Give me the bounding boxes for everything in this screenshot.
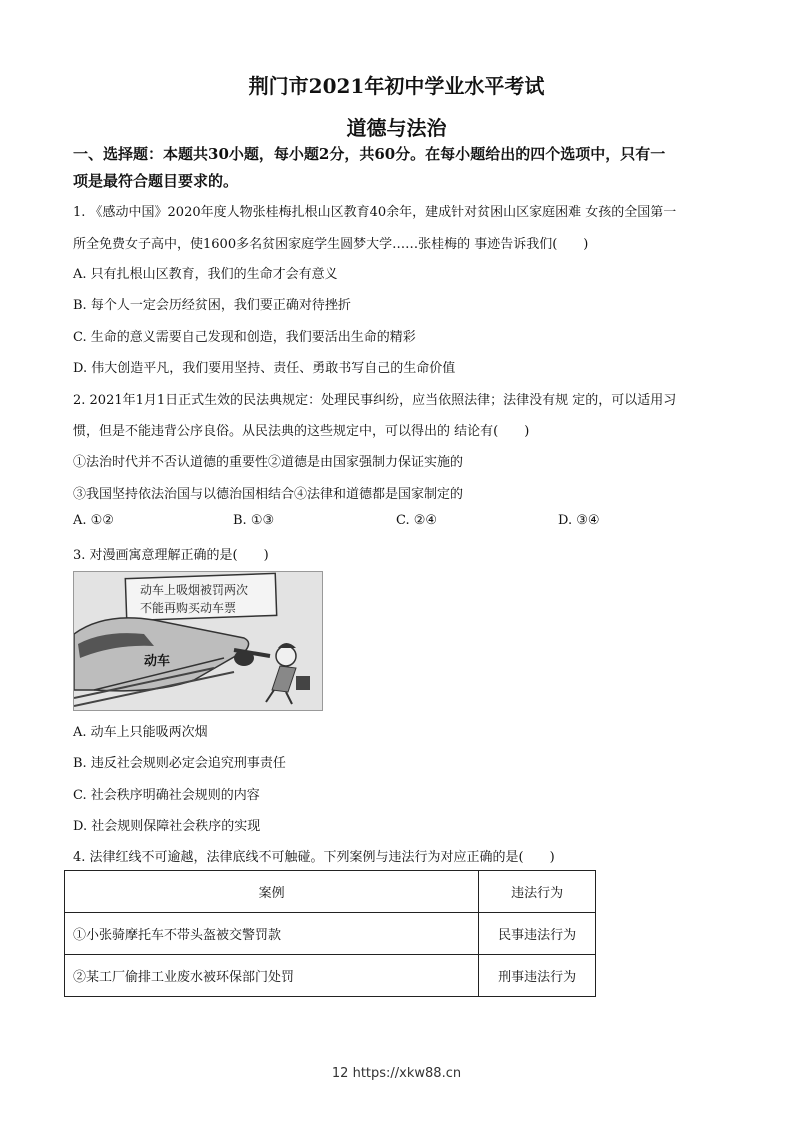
page-footer: 12 https://xkw88.cn: [331, 1066, 462, 1081]
q4-stem: 4. 法律红线不可逾越，法律底线不可触碰。下列案例与违法行为对应正确的是( ): [73, 850, 555, 865]
q3-stem: 3. 对漫画寓意理解正确的是( ): [73, 548, 269, 563]
q2-stem-line-2: 惯，但是不能违背公序良俗。从民法典的这些规定中，可以得出的 结论有( ): [73, 424, 530, 439]
section-heading-line-1: 一、选择题：本题共30小题，每小题2分，共60分。在每小题给出的四个选项中，只有一: [73, 145, 666, 163]
section-heading: [73, 141, 733, 195]
q3-option-c: C. 社会秩序明确社会规则的内容: [73, 788, 260, 803]
subject-title: 道德与法治: [346, 116, 447, 140]
q3-option-a: A. 动车上只能吸两次烟: [73, 725, 208, 740]
q1-option-d: D. 伟大创造平凡，我们要用坚持、责任、勇敢书写自己的生命价值: [73, 361, 456, 376]
q1-option-a: A. 只有扎根山区教育，我们的生命才会有意义: [73, 267, 338, 282]
q2-option-d: D. ③④: [558, 513, 600, 528]
q2-option-a: A. ①②: [73, 513, 114, 528]
table-cell-case: ①小张骑摩托车不带头盔被交警罚款: [65, 913, 479, 955]
q4-case-table: [64, 870, 596, 997]
q3-option-d: D. 社会规则保障社会秩序的实现: [73, 819, 261, 834]
table-cell-case: ②某工厂偷排工业废水被环保部门处罚: [65, 955, 479, 997]
cartoon-sign-line-1: 动车上吸烟被罚两次: [140, 583, 249, 597]
q3-option-b: B. 违反社会规则必定会追究刑事责任: [73, 756, 286, 771]
exam-title: 荆门市2021年初中学业水平考试: [248, 74, 545, 98]
section-heading-line-2: 项是最符合题目要求的。: [73, 172, 239, 190]
cartoon-train-label: 动车: [144, 654, 171, 669]
table-row: [65, 955, 596, 997]
q2-statements-line-2: ③我国坚持依法治国与以德治国相结合④法律和道德都是国家制定的: [73, 487, 464, 502]
table-cell-violation: 刑事违法行为: [479, 955, 596, 997]
cartoon-illustration: [74, 572, 322, 710]
table-header-violation: 违法行为: [479, 871, 596, 913]
cartoon-image: [73, 571, 323, 711]
table-header-row: [65, 871, 596, 913]
q1-stem-line-1: 1. 《感动中国》2020年度人物张桂梅扎根山区教育40余年，建成针对贫困山区家庭困难 女孩的全国第一: [73, 205, 677, 220]
table-cell-violation: 民事违法行为: [479, 913, 596, 955]
q2-statements-line-1: ①法治时代并不否认道德的重要性②道德是由国家强制力保证实施的: [73, 455, 464, 470]
q1-option-b: B. 每个人一定会历经贫困，我们要正确对待挫折: [73, 298, 351, 313]
q2-option-c: C. ②④: [396, 513, 438, 528]
table-header-case: 案例: [65, 871, 479, 913]
q1-stem-line-2: 所全免费女子高中，使1600多名贫困家庭学生圆梦大学……张桂梅的 事迹告诉我们( ): [73, 237, 589, 252]
cartoon-sign-line-2: 不能再购买动车票: [140, 601, 237, 615]
q1-option-c: C. 生命的意义需要自己发现和创造，我们要活出生命的精彩: [73, 330, 416, 345]
q2-option-b: B. ①③: [233, 513, 275, 528]
q2-stem-line-1: 2. 2021年1月1日正式生效的民法典规定：处理民事纠纷，应当依照法律；法律没有规 定的，可以适用习: [73, 393, 677, 408]
table-row: [65, 913, 596, 955]
